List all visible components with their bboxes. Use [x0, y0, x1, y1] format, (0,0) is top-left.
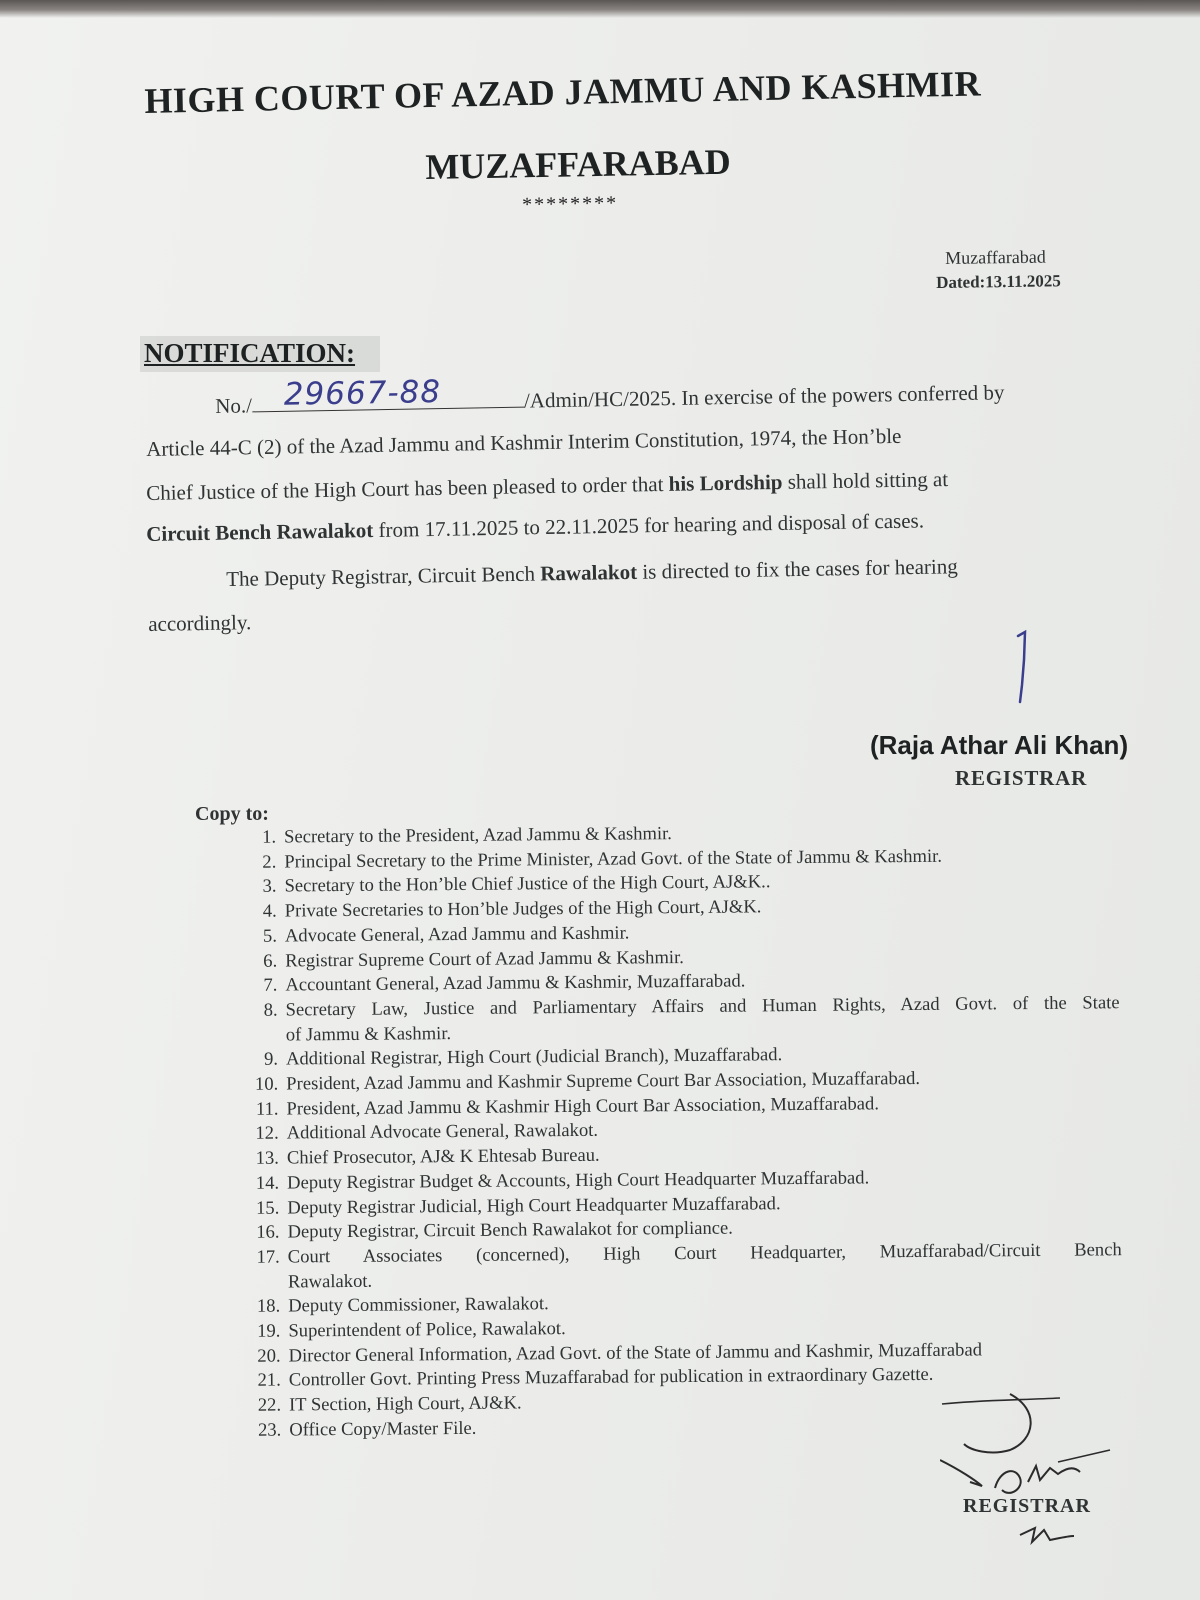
list-number: 22.	[257, 1394, 282, 1416]
list-text-line: Secretary Law, Justice and Parliamentary Affairs and Human Rights, Azad Govt. of the State	[285, 992, 1120, 1021]
copy-to-list	[228, 818, 1123, 1443]
list-number: 18.	[256, 1295, 281, 1318]
list-text	[288, 1238, 1122, 1295]
list-number: 21.	[257, 1370, 281, 1392]
number-prefix: No./	[215, 393, 253, 418]
notification-heading: NOTIFICATION:	[144, 338, 356, 368]
list-number: 14.	[255, 1172, 280, 1194]
body-text: shall hold sitting at	[782, 467, 949, 494]
list-number: 23.	[257, 1419, 282, 1441]
list-text: Director General Information, Azad Govt. of the State of Jammu and Kashmir, Muzaffarabad	[288, 1339, 983, 1367]
list-number: 12.	[255, 1123, 279, 1145]
list-text: Deputy Registrar Judicial, High Court Headquarter Muzaffarabad.	[287, 1192, 781, 1219]
list-text: Advocate General, Azad Jammu and Kashmir.	[284, 922, 630, 947]
list-text: Deputy Registrar Budget & Accounts, High Court Headquarter Muzaffarabad.	[287, 1167, 870, 1194]
list-text-line: Rawalakot.	[287, 1270, 373, 1293]
list-number: 17.	[256, 1246, 280, 1268]
list-number: 13.	[255, 1147, 279, 1169]
number-suffix: /Admin/HC/2025. In exercise of the powers conferred by	[523, 380, 1005, 413]
list-number: 16.	[256, 1221, 280, 1244]
body-text: is directed to fix the cases for hearing	[636, 554, 958, 584]
header-stars: ********	[522, 192, 619, 216]
list-text: Controller Govt. Printing Press Muzaffarabad for publication in extraordinary Gazette.	[288, 1364, 934, 1391]
list-item	[232, 1238, 1122, 1295]
body-line-1	[215, 374, 1005, 419]
signatory-name: (Raja Athar Ali Khan)	[870, 730, 1129, 760]
list-number: 1.	[262, 826, 277, 848]
list-text: Office Copy/Master File.	[289, 1417, 477, 1441]
list-number: 5.	[262, 925, 278, 947]
court-city: MUZAFFARABAD	[425, 141, 731, 187]
list-text: Superintendent of Police, Rawalakot.	[288, 1318, 566, 1342]
list-number: 6.	[263, 950, 278, 972]
list-text-line: of Jammu & Kashmir.	[285, 1022, 452, 1046]
body-line-5	[226, 554, 958, 592]
list-number: 3.	[262, 875, 277, 898]
list-text: Secretary to the President, Azad Jammu & Kashmir.	[284, 823, 672, 848]
copy-to-heading: Copy to:	[195, 803, 269, 825]
list-text: President, Azad Jammu & Kashmir High Court Bar Association, Muzaffarabad.	[286, 1093, 880, 1120]
handwritten-initials	[940, 1370, 1130, 1550]
list-text: Principal Secretary to the Prime Minister, Azad Govt. of the State of Jammu & Kashmir.	[284, 845, 943, 873]
list-text: Deputy Registrar, Circuit Bench Rawalakot for compliance.	[287, 1217, 733, 1243]
list-number: 4.	[262, 900, 277, 922]
registrar-stamp: REGISTRAR	[963, 1495, 1091, 1517]
signature-mark	[1000, 630, 1040, 710]
list-text: Secretary to the Hon’ble Chief Justice of the High Court, AJ&K..	[284, 871, 771, 897]
list-item	[230, 991, 1120, 1048]
list-text	[286, 991, 1120, 1048]
body-bold-text: his Lordship	[668, 469, 783, 496]
list-text: Accountant General, Azad Jammu & Kashmir, Muzaffarabad.	[285, 970, 746, 996]
handwritten-number: 29667-88	[283, 374, 442, 413]
list-text: Additional Advocate General, Rawalakot.	[286, 1120, 599, 1144]
body-line-2: Article 44-C (2) of the Azad Jammu and Kashmir Interim Constitution, 1974, the Hon’ble	[146, 423, 902, 461]
list-number: 8.	[263, 999, 278, 1021]
body-text: Chief Justice of the High Court has been pleased to order that	[146, 471, 669, 505]
list-text: Chief Prosecutor, AJ& K Ehtesab Bureau.	[286, 1144, 600, 1169]
list-number: 10.	[254, 1073, 279, 1095]
court-title: HIGH COURT OF AZAD JAMMU AND KASHMIR	[144, 63, 982, 121]
body-line-3	[146, 467, 948, 506]
list-number: 11.	[255, 1098, 279, 1120]
signatory-title: REGISTRAR	[955, 766, 1088, 790]
list-number: 2.	[262, 851, 277, 873]
list-text: IT Section, High Court, AJ&K.	[288, 1392, 522, 1416]
list-number: 7.	[263, 974, 278, 996]
list-text: Private Secretaries to Hon’ble Judges of the High Court, AJ&K.	[284, 896, 762, 922]
body-text: from 17.11.2025 to 22.11.2025 for hearing and disposal of cases.	[373, 508, 925, 543]
body-bold-text: Rawalakot	[540, 559, 638, 586]
body-text: The Deputy Registrar, Circuit Bench	[226, 561, 541, 591]
list-number: 20.	[257, 1345, 281, 1367]
list-number: 9.	[263, 1048, 279, 1071]
list-number: 15.	[255, 1197, 280, 1219]
list-text: Additional Registrar, High Court (Judicial Branch), Muzaffarabad.	[285, 1044, 783, 1070]
list-text: President, Azad Jammu and Kashmir Supreme Court Bar Association, Muzaffarabad.	[286, 1068, 921, 1095]
body-line-6: accordingly.	[148, 610, 252, 636]
list-text: Deputy Commissioner, Rawalakot.	[288, 1293, 549, 1317]
list-number: 19.	[257, 1320, 281, 1342]
body-bold-text: Circuit Bench Rawalakot	[146, 518, 374, 546]
body-line-4	[146, 508, 924, 547]
list-text-line: Court Associates (concerned), High Court Headquarter, Muzaffarabad/Circuit Bench	[287, 1239, 1122, 1268]
issue-place: Muzaffarabad	[945, 246, 1046, 268]
page-edge-shadow	[0, 0, 1200, 18]
number-blank	[252, 374, 524, 413]
list-text: Registrar Supreme Court of Azad Jammu & Kashmir.	[285, 946, 684, 972]
issue-date: Dated:13.11.2025	[936, 271, 1061, 292]
